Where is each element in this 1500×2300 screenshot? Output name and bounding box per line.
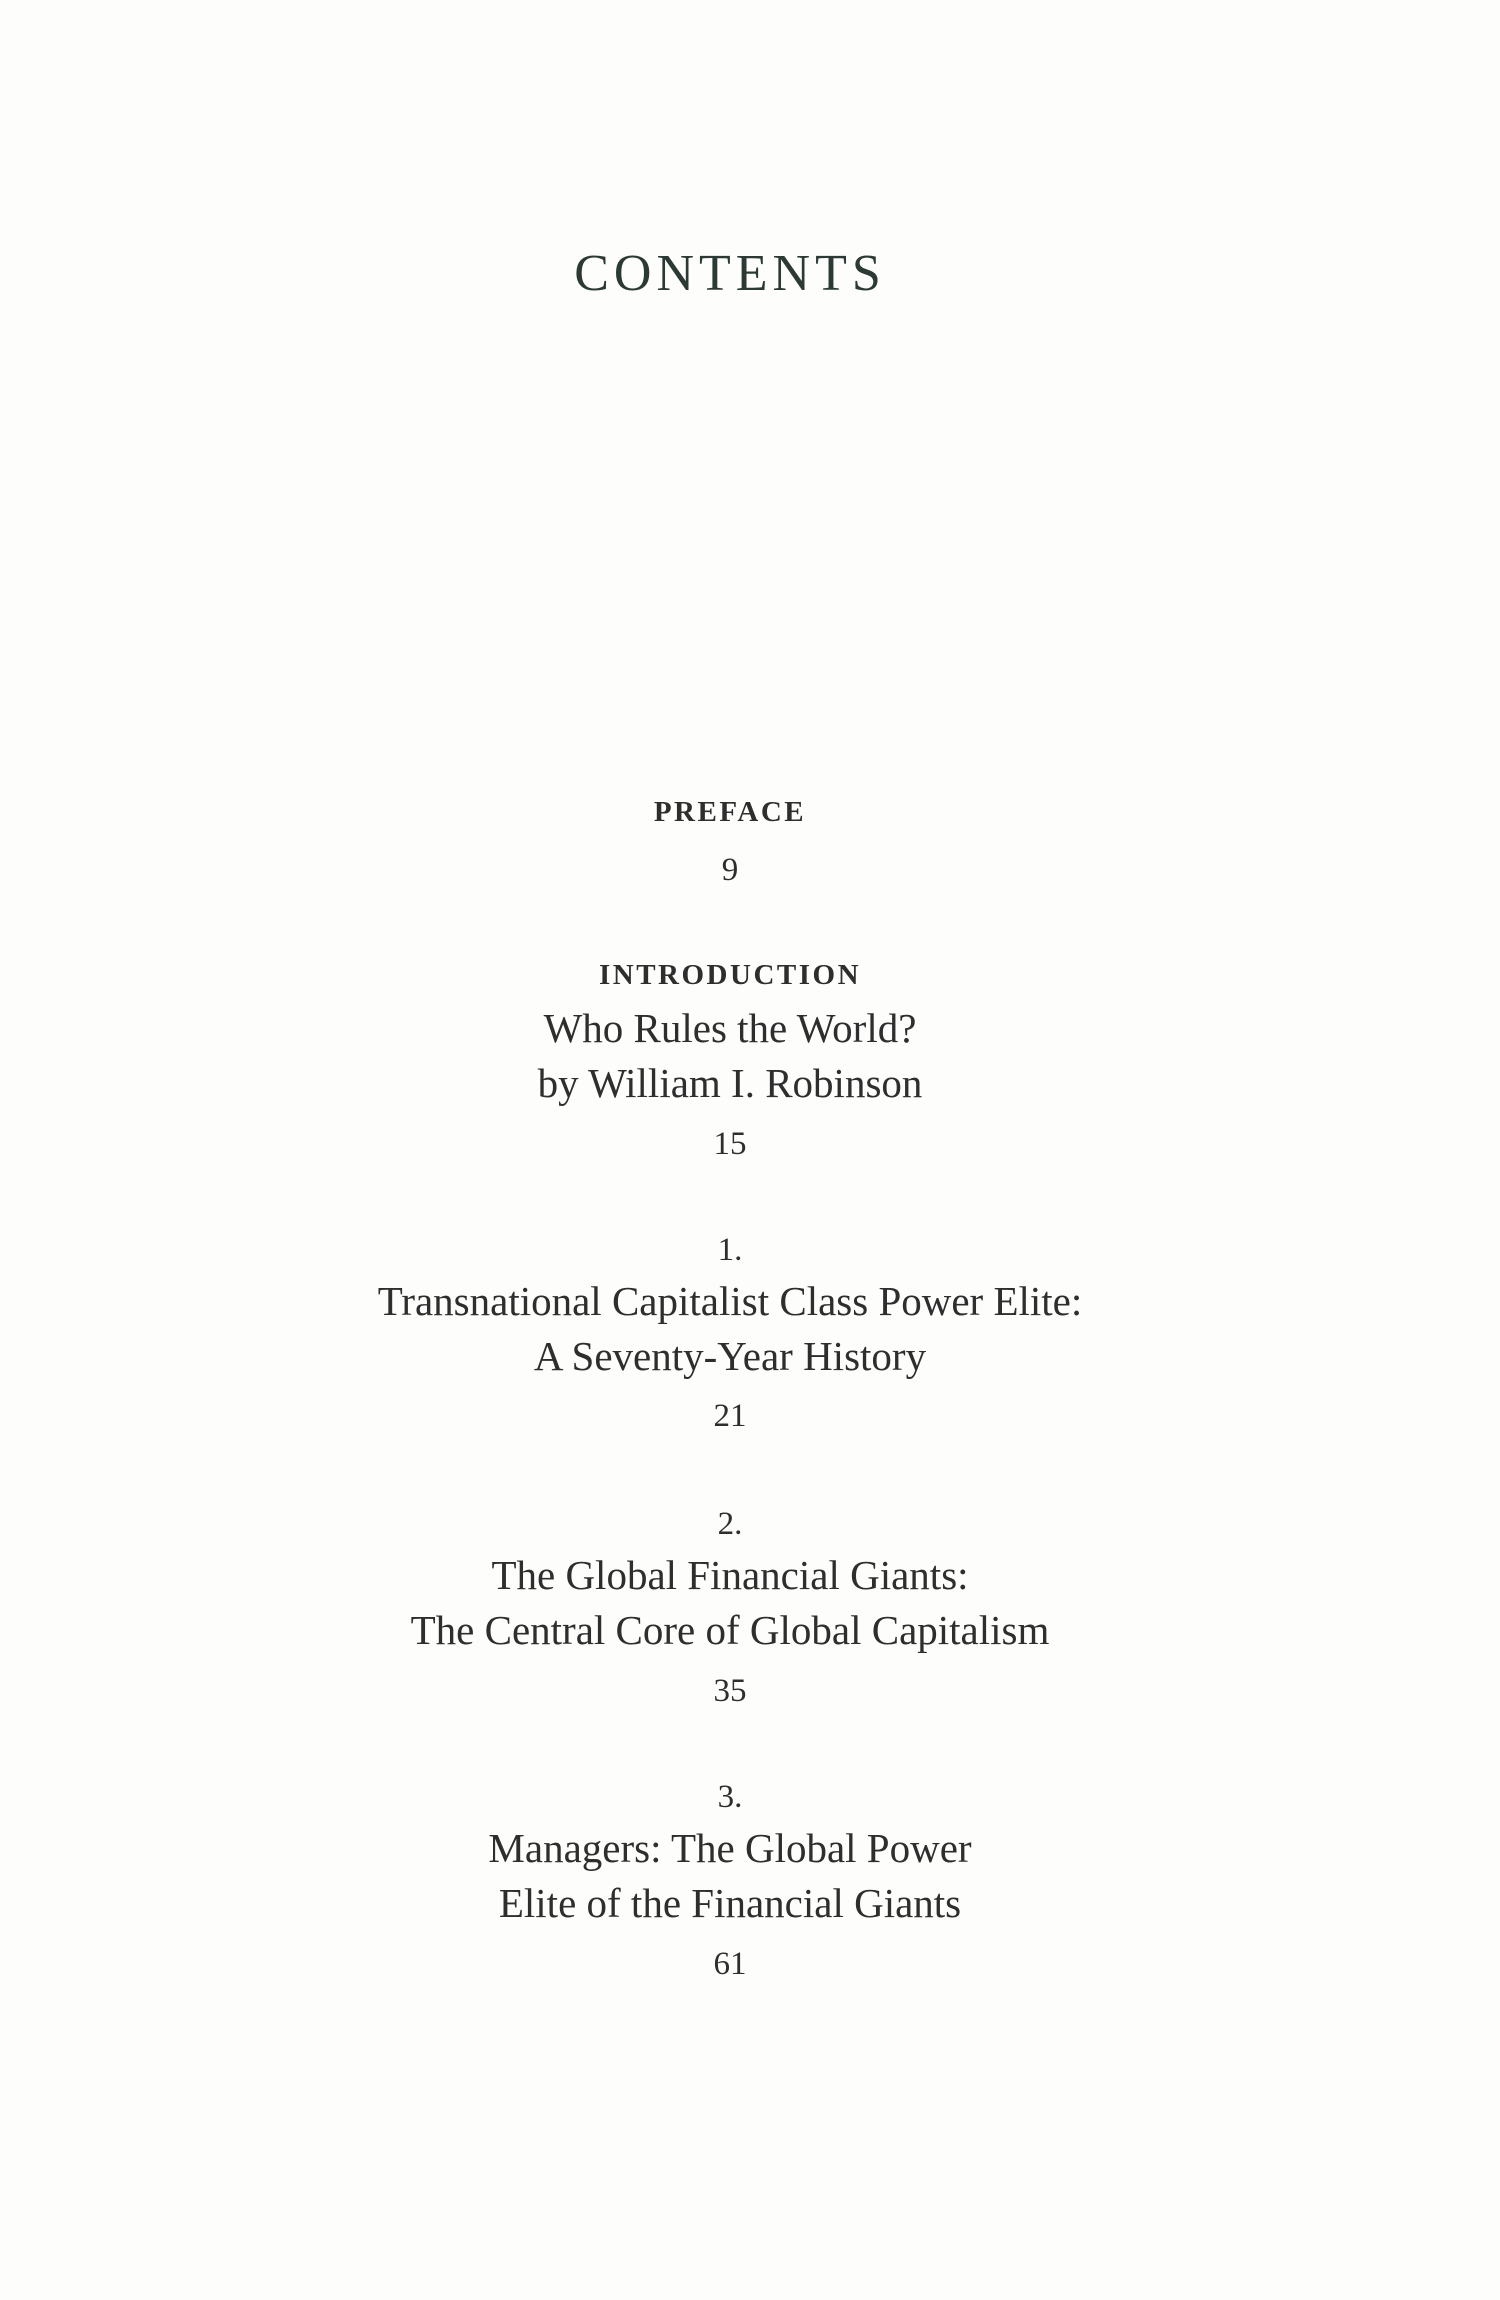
chapter-2-page-number: 35 xyxy=(713,1673,747,1709)
introduction-title: Who Rules the World? xyxy=(543,1005,917,1051)
chapter-3-title-line1: Managers: The Global Power xyxy=(488,1825,972,1871)
page-title: CONTENTS xyxy=(574,245,886,302)
chapter-3-number: 3. xyxy=(717,1779,743,1815)
chapter-3-title-line2: Elite of the Financial Giants xyxy=(498,1880,962,1926)
preface-page-number: 9 xyxy=(721,852,739,888)
chapter-2-number: 2. xyxy=(717,1506,743,1542)
chapter-2-title-line1: The Global Financial Giants: xyxy=(491,1552,969,1598)
preface-label: PREFACE xyxy=(653,796,807,828)
chapter-1-page-number: 21 xyxy=(713,1398,747,1434)
introduction-page-number: 15 xyxy=(713,1126,747,1162)
chapter-1-title-line2: A Seventy-Year History xyxy=(533,1333,927,1379)
chapter-1-number: 1. xyxy=(717,1232,743,1268)
chapter-3-page-number: 61 xyxy=(713,1946,747,1982)
introduction-label: INTRODUCTION xyxy=(598,959,862,991)
chapter-2-title-line2: The Central Core of Global Capitalism xyxy=(410,1607,1050,1653)
introduction-author: by William I. Robinson xyxy=(537,1060,923,1106)
chapter-1-title-line1: Transnational Capitalist Class Power Elite: xyxy=(377,1278,1083,1324)
